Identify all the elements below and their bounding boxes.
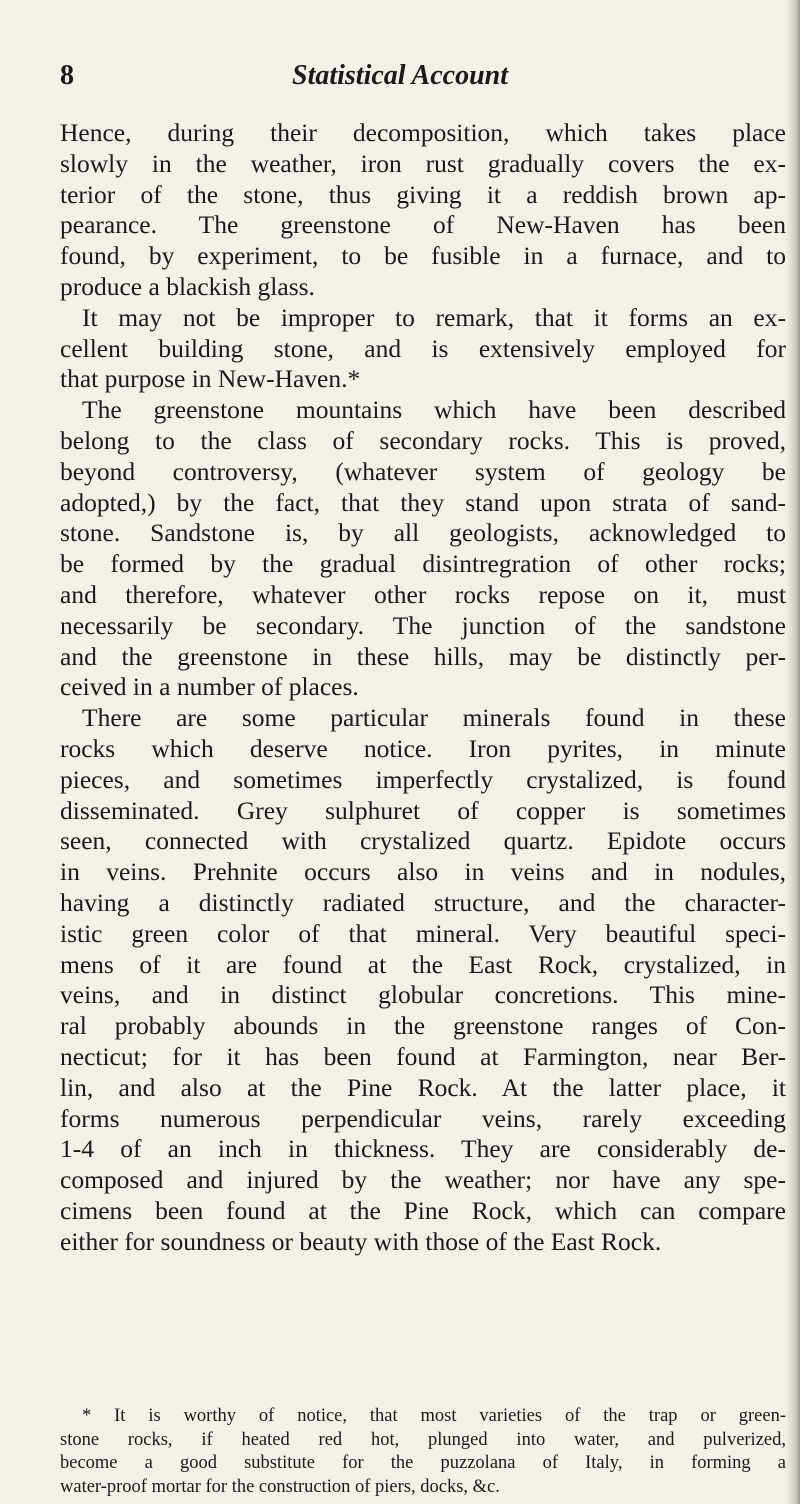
body-line: istic green color of that mineral. Very beautiful speci- [60, 918, 786, 948]
body-line: necticut; for it has been found at Farmington, near Ber- [60, 1041, 786, 1071]
body-line: produce a blackish glass. [60, 271, 315, 301]
page-header [60, 60, 740, 100]
body-line: and therefore, whatever other rocks repose on it, must [60, 579, 786, 609]
body-line: The greenstone mountains which have been described [82, 395, 786, 425]
body-line: There are some particular minerals found in these [82, 703, 786, 733]
body-line: beyond controversy, (whatever system of geology be [60, 456, 786, 486]
body-line: disseminated. Grey sulphuret of copper is sometimes [60, 795, 786, 825]
body-line: stone. Sandstone is, by all geologists, acknowledged to [60, 518, 786, 548]
body-line: pearance. The greenstone of New-Haven has been [60, 210, 786, 240]
body-line: and the greenstone in these hills, may be distinctly per- [60, 641, 786, 671]
body-line: 1-4 of an inch in thickness. They are considerably de- [60, 1134, 786, 1164]
body-line: veins, and in distinct globular concretions. This mine- [60, 980, 786, 1010]
page-edge-shadow [786, 0, 800, 1504]
body-line: It may not be improper to remark, that it forms an ex- [82, 302, 786, 332]
body-line: necessarily be secondary. The junction of the sandstone [60, 610, 786, 640]
footnote-line: water-proof mortar for the construction of piers, docks, &c. [60, 1476, 500, 1497]
body-line: seen, connected with crystalized quartz. Epidote occurs [60, 826, 786, 856]
body-line: cellent building stone, and is extensively employed for [60, 333, 786, 363]
body-line: be formed by the gradual disintregration of other rocks; [60, 549, 786, 579]
page-number: 8 [60, 60, 74, 91]
body-line: forms numerous perpendicular veins, rarely exceeding [60, 1103, 786, 1133]
body-line: belong to the class of secondary rocks. This is proved, [60, 425, 786, 455]
footnote-line: stone rocks, if heated red hot, plunged into water, and pulverized, [60, 1429, 786, 1450]
body-line: slowly in the weather, iron rust gradually covers the ex- [60, 148, 786, 178]
body-line: ceived in a number of places. [60, 672, 359, 702]
body-line: rocks which deserve notice. Iron pyrites, in minute [60, 733, 786, 763]
body-line: in veins. Prehnite occurs also in veins and in nodules, [60, 857, 786, 887]
body-line: found, by experiment, to be fusible in a furnace, and to [60, 241, 786, 271]
footnote [60, 1405, 786, 1499]
running-head: Statistical Account [292, 60, 508, 91]
body-line: mens of it are found at the East Rock, crystalized, in [60, 949, 786, 979]
body-line: having a distinctly radiated structure, and the character- [60, 887, 786, 917]
body-line: that purpose in New-Haven.* [60, 364, 361, 394]
body-line: either for soundness or beauty with those of the East Rock. [60, 1226, 662, 1256]
body-line: Hence, during their decomposition, which takes place [60, 118, 786, 147]
body-line: terior of the stone, thus giving it a reddish brown ap- [60, 179, 786, 209]
body-line: ral probably abounds in the greenstone ranges of Con- [60, 1011, 786, 1041]
body-line: adopted,) by the fact, that they stand upon strata of sand- [60, 487, 786, 517]
body-line: lin, and also at the Pine Rock. At the latter place, it [60, 1072, 786, 1102]
body-line: pieces, and sometimes imperfectly crystalized, is found [60, 764, 786, 794]
body-text [60, 118, 786, 1257]
footnote-line: * It is worthy of notice, that most varieties of the trap or green- [82, 1406, 786, 1426]
body-line: composed and injured by the weather; nor have any spe- [60, 1165, 786, 1195]
body-line: cimens been found at the Pine Rock, which can compare [60, 1195, 786, 1225]
footnote-line: become a good substitute for the puzzolana of Italy, in forming a [60, 1453, 786, 1473]
